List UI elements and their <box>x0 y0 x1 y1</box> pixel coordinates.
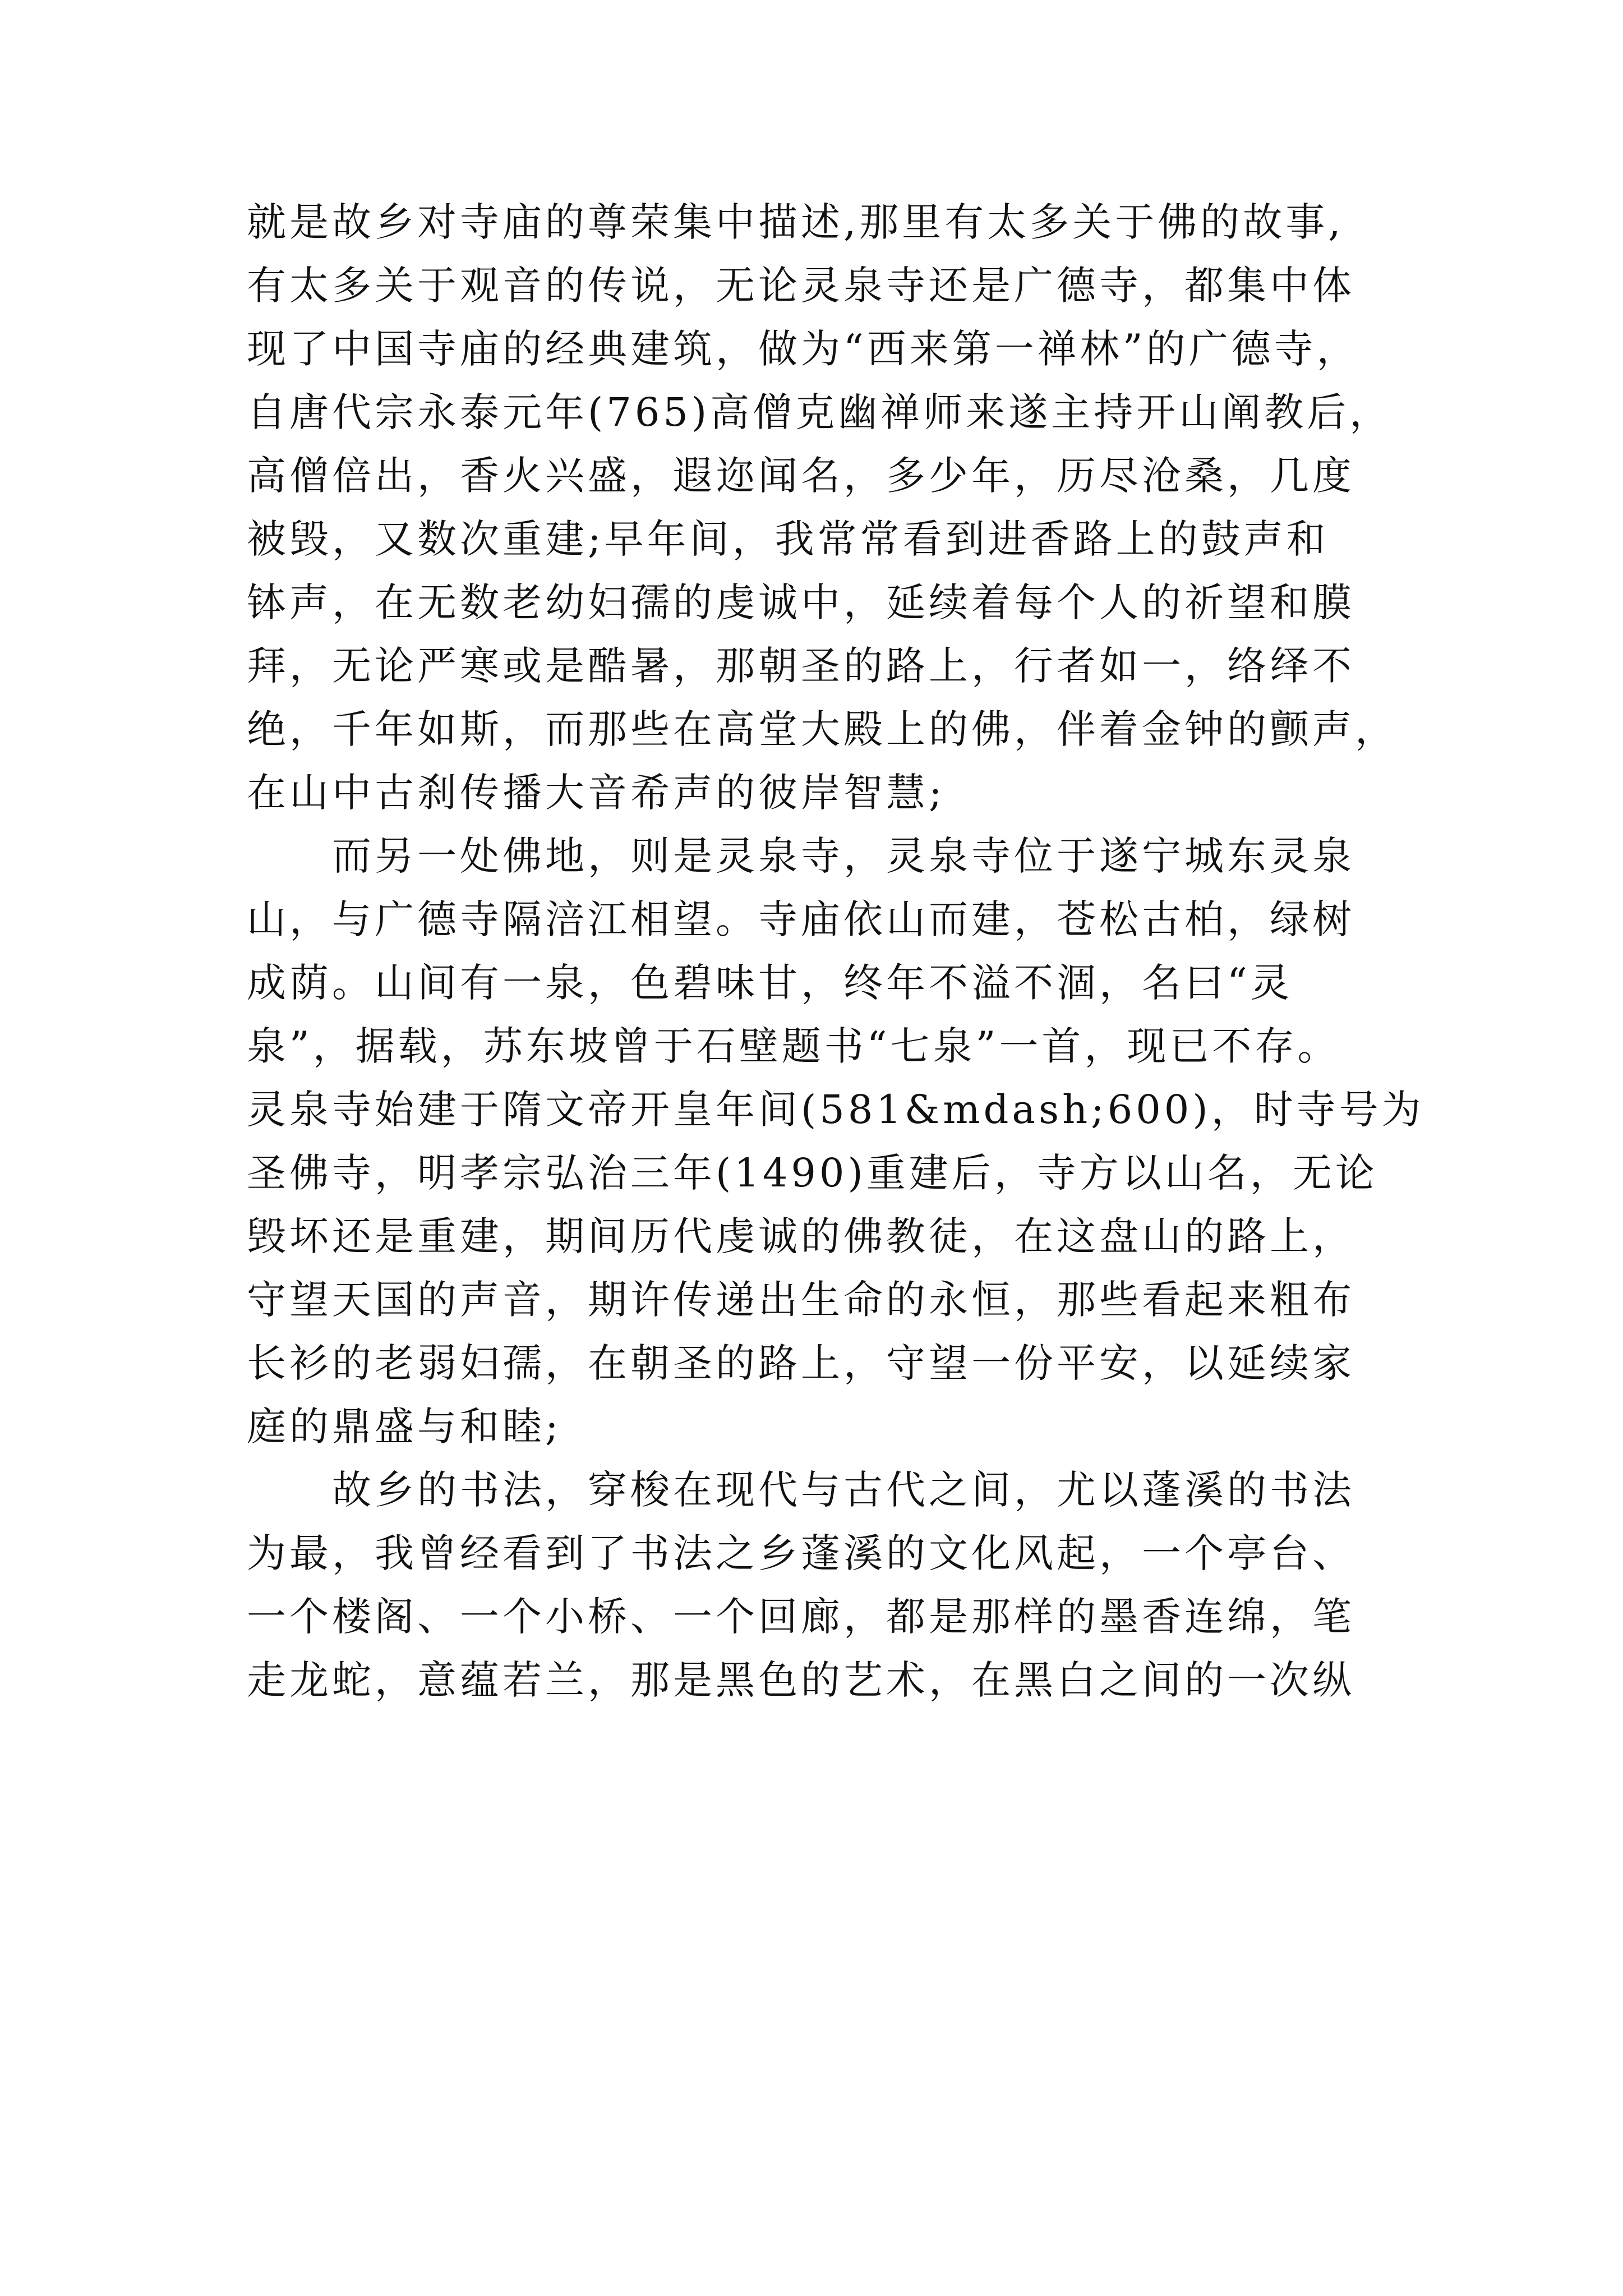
text-line: 高僧倍出，香火兴盛，遐迩闻名，多少年，历尽沧桑，几度 <box>247 453 1355 499</box>
text-line: 山，与广德寺隔涪江相望。寺庙依山而建，苍松古柏，绿树 <box>247 896 1355 942</box>
text-line: 为最，我曾经看到了书法之乡蓬溪的文化风起，一个亭台、 <box>247 1530 1355 1576</box>
text-line: 泉”，据载，苏东坡曾于石壁题书“七泉”一首，现已不存。 <box>247 1023 1340 1069</box>
text-line: 现了中国寺庙的经典建筑，做为“西来第一禅林”的广德寺， <box>247 326 1359 372</box>
text-line: 守望天国的声音，期许传递出生命的永恒，那些看起来粗布 <box>247 1277 1355 1323</box>
text-line: 被毁，又数次重建;早年间，我常常看到进香路上的鼓声和 <box>247 516 1329 562</box>
text-line: 自唐代宗永泰元年(765)高僧克幽禅师来遂主持开山阐教后， <box>247 389 1393 435</box>
text-line: 灵泉寺始建于隋文帝开皇年间(581&mdash;600)，时寺号为 <box>247 1087 1424 1133</box>
text-line: 绝，千年如斯，而那些在高堂大殿上的佛，伴着金钟的颤声， <box>247 706 1398 752</box>
text-line: 成荫。山间有一泉，色碧味甘，终年不溢不涸，名曰“灵 <box>247 960 1293 1006</box>
body-text <box>247 191 1424 1712</box>
text-line: 庭的鼎盛与和睦; <box>247 1404 562 1450</box>
text-line: 一个楼阁、一个小桥、一个回廊，都是那样的墨香连绵，笔 <box>247 1594 1355 1640</box>
text-line: 毁坏还是重建，期间历代虔诚的佛教徒，在这盘山的路上， <box>247 1213 1355 1259</box>
text-line: 走龙蛇，意蕴若兰，那是黑色的艺术，在黑白之间的一次纵 <box>247 1657 1355 1703</box>
text-line: 拜，无论严寒或是酷暑，那朝圣的路上，行者如一，络绎不 <box>247 643 1355 689</box>
text-line: 在山中古刹传播大音希声的彼岸智慧; <box>247 770 946 816</box>
text-line: 长衫的老弱妇孺，在朝圣的路上，守望一份平安，以延续家 <box>247 1340 1355 1386</box>
text-line: 圣佛寺，明孝宗弘治三年(1490)重建后，寺方以山名，无论 <box>247 1150 1378 1196</box>
text-line: 就是故乡对寺庙的尊荣集中描述,那里有太多关于佛的故事, <box>247 199 1344 245</box>
text-line: 钵声，在无数老幼妇孺的虔诚中，延续着每个人的祈望和膜 <box>247 579 1355 625</box>
text-line: 而另一处佛地，则是灵泉寺，灵泉寺位于遂宁城东灵泉 <box>247 833 1355 879</box>
text-line: 有太多关于观音的传说，无论灵泉寺还是广德寺，都集中体 <box>247 263 1355 309</box>
text-line: 故乡的书法，穿梭在现代与古代之间，尤以蓬溪的书法 <box>247 1467 1355 1513</box>
